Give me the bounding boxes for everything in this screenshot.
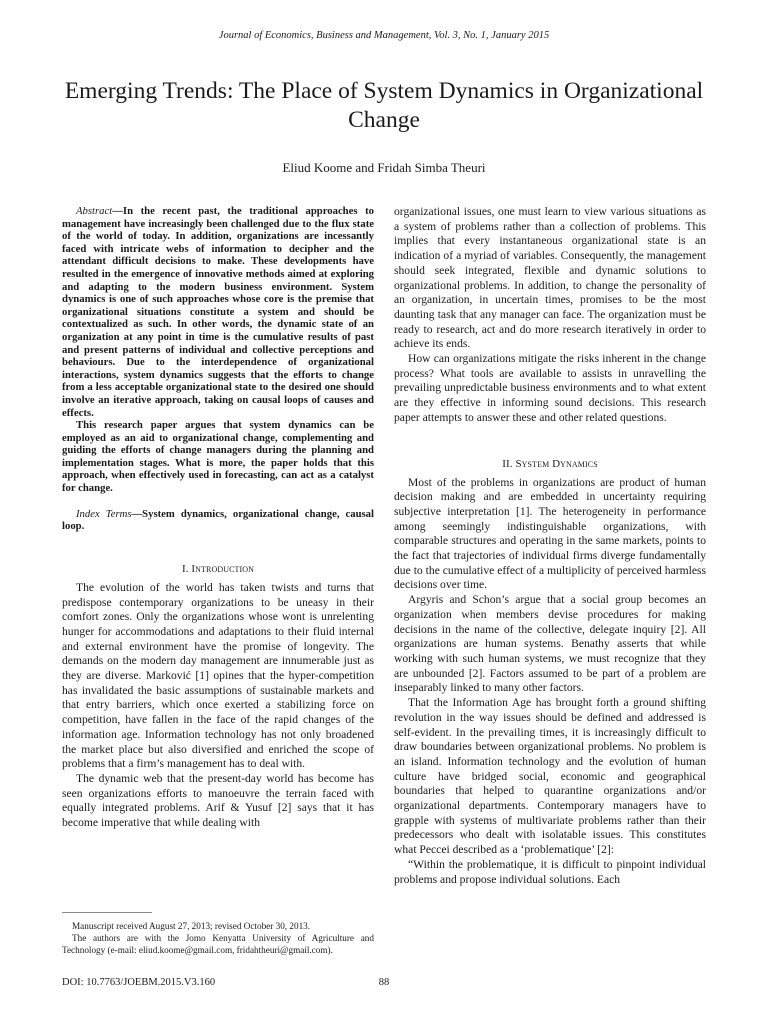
page-number: 88 — [378, 977, 390, 988]
index-terms-label: Index Terms — [76, 507, 132, 520]
author-line: Eliud Koome and Fridah Simba Theuri — [282, 160, 486, 175]
body-paragraph: organizational issues, one must learn to view various situations as a system of problems rather than a collection of problems. This implies that every instantaneous organizational state is an indication of a myriad of variables. Consequently, the management should seek integrated, flexible and dynamic solutions to organizational problems. In addition, to change the personality of an organization, in uncertain times, promises to be the most daunting task that any manager can face. The organization must be ready to research, act and do more research iteratively in order to achieve its ends. — [394, 205, 706, 351]
section-number: I. — [181, 562, 189, 575]
left-column — [62, 205, 374, 831]
abstract-paragraph — [62, 205, 374, 419]
section-heading-system-dynamics — [394, 458, 706, 470]
abstract-text: —In the recent past, the traditional approaches to management have increasingly been challenged due to the flux state of the world of today. In addition, organizations are incessantly faced with intricate webs of information to decipher and the attendant difficult decisions to make. These developments have resulted in the emergence of innovative methods aimed at exploring and adapting to the modern business environment. System dynamics is one of such approaches whose core is the premise that organizational situations constitute a system and should be contextualized as such. In other words, the dynamic state of an organization at any point in time is the cumulative results of past and present patterns of individual and collective perceptions and behaviours. Due to the interdependence of organizational interactions, system dynamics suggests that the efforts to change from a less acceptable organizational state to the desired one should involve an iterative approach, taking on causal loops of causes and effects. — [62, 205, 374, 419]
right-column — [394, 205, 706, 887]
body-paragraph: How can organizations mitigate the risks inherent in the change process? What tools are available to assists in unravelling the prevailing unpredictable business environments and to what extent are they effective in informing sound decisions. This research paper attempts to answer these and other related questions. — [394, 352, 706, 424]
index-terms — [62, 508, 374, 533]
section-heading-introduction — [62, 563, 374, 575]
journal-header: Journal of Economics, Business and Management, Vol. 3, No. 1, January 2015 — [218, 30, 550, 41]
doi-label: DOI: 10.7763/JOEBM.2015.V3.160 — [62, 977, 216, 988]
footnote — [62, 920, 374, 956]
section-title: Introduction — [191, 562, 255, 575]
footnote-received: Manuscript received August 27, 2013; revised October 30, 2013. — [72, 921, 311, 931]
abstract-label: Abstract — [76, 205, 113, 217]
body-paragraph: That the Information Age has brought forth a ground shifting revolution in the way issues should be defined and addressed is self-evident. In the prevailing times, it is increasingly difficult to draw boundaries between organizational problems. No problem is an island. Information technology and the evolution of human culture have bridged social, economic and geographical boundaries that helped to quarantine organizations and/or organizational departments. Contemporary managers have to grapple with systems of multivariate problems rather than their predecessors who dealt with isolatable issues. This constitutes what Peccei described as a ‘problematique’ [2]: — [394, 696, 706, 857]
paper-title: Emerging Trends: The Place of System Dynamics in Organizational Change — [64, 78, 704, 133]
footnote-affiliation: The authors are with the Jomo Kenyatta University of Agriculture and Technology (e-mail: eliud.koome@gmail.com, fridahtheuri@gmail.com). — [62, 933, 374, 955]
abstract-paragraph-2: This research paper argues that system dynamics can be employed as an aid to organizational change, complementing and guiding the efforts of change managers during the planning and implementation stages. What is more, the paper holds that this approach, when effectively used in forecasting, can act as a catalyst for change. — [62, 419, 374, 495]
index-terms-text: —System dynamics, organizational change, causal loop. — [62, 507, 374, 533]
section-number: II. — [502, 457, 513, 470]
section-title: System Dynamics — [515, 457, 598, 470]
body-paragraph: The evolution of the world has taken twists and turns that predispose contemporary organizations to be uneasy in their comfort zones. Only the organizations whose wont is unrelenting hunger for accommodations and adaptations to their fluid internal and external environment have the promise of longevity. The demands on the modern day management are innumerable just as they are diverse. Marković [1] opines that the hyper-competition has invalidated the basic assumptions of sustainable markets and that entry barriers, which once exerted a stabilizing force on competition, have fallen in the face of the rapid changes of the information age. Information technology has not only broadened the market place but also diversified and enriched the scope of problems that a firm’s management has to deal with. — [62, 580, 374, 771]
body-paragraph: Argyris and Schon’s argue that a social group becomes an organization when members devise procedures for making decisions in the name of the collective, delegate inquiry [2]. All organizations are human systems. Benathy asserts that while working with such human systems, we must recognize that they are unbounded [2]. Factors assumed to be part of a problem are inseparably linked to many other factors. — [394, 593, 706, 695]
body-paragraph: The dynamic web that the present-day world has become has seen organizations efforts to manoeuvre the terrain faced with equally integrated problems. Arif & Yusuf [2] says that it has become imperative that while dealing with — [62, 771, 374, 830]
body-paragraph: Most of the problems in organizations are product of human decision making and are embedded in uncertainty requiring subjective interpretation [1]. The heterogeneity in performance among seemingly indistinguishable organizations, with comparable structures and operating in the same markets, points to the fact that trajectories of individual firms diverge fundamentally due to the cumulative effect of a multiplicity of perceived harmless decisions over time. — [394, 475, 706, 592]
body-paragraph: “Within the problematique, it is difficult to pinpoint individual problems and propose individual solutions. Each — [394, 857, 706, 886]
footnote-divider — [62, 912, 152, 913]
